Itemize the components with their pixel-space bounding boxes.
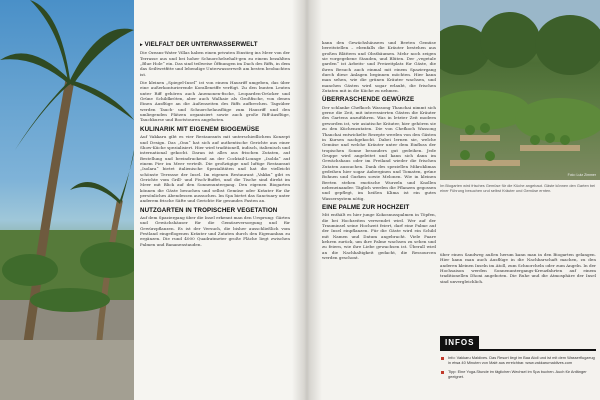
heading-text: VIELFALT DER UNTERWASSERWELT [144, 41, 258, 48]
section-heading: ÜBERRASCHENDE GEWÜRZE [322, 96, 415, 104]
paragraph: Mit enthält es hier junge Kokosnusspalmen in Töpfen, die bei Hochzeiten verwendet wird. Wer auf der Trauminsel seine Hochzeit feiert, darf eine Palme auf der Insel einpflanzen. Für die Gäste wird ein Schild mit Namen und Datum angebracht. Viele Paare kehren zurück, um ihre Palme wachsen zu sehen und zu feiern, wie ihre Liebe gewachsen ist. Überall wird an die Nachhaltigkeit gedacht, die Ressourcen werden geschont. [322, 212, 436, 261]
triangle-bullet-icon: ▸ [140, 42, 143, 48]
photo-credit: Foto: Lutz Zimmer [567, 173, 596, 177]
photo-caption: Im Biogarten wird frisches Gemüse für die Küche angebaut. Gäste können den Garten bei einer Führung besuchen und selbst Kräuter und Gemüse ernten. [440, 183, 596, 193]
infos-title: INFOS [440, 336, 479, 349]
info-item: Tipp: Eine Yoga-Stunde im täglichen Wechsel im Spa buchen. Auch für Anfänger geeignet. [440, 369, 596, 379]
paragraph: über einen Sandweg außen herum kann man in den Biogarten gelangen. Hier kann man auch Ausflüge in die Nachbarschaft machen, zu den anderen kleinen Inseln im Atoll, zum Schnorcheln oder zum Angeln. In der Hochsaison werden Sonnenuntergangs-Kreuzfahrten auf einem traditionellen Dhoni angeboten. Die Ruhe und die Atmosphäre der Insel sind unvergleichlich. [440, 252, 596, 284]
section-heading: KULINARIK MIT EIGENEM BIOGEMÜSE [140, 125, 260, 133]
paragraph: Auf Vakkaru gibt es vier Restaurants mit unterschiedlichem Konzept und Design. Das „Onu“ hat sich auf authentische Gerichte aus einer Show-Küche spezialisiert. Hier wird traditionell, indisch, italienisch und international gekocht. Daran ist alles aus frischen Zutaten, auf Bestellung und beeindruckend an der Cocktail-Lounge „Isolda“ auf einem Pier im Meer verteilt. Die großzügige und luftige Restaurant „Isolara“ bietet italienische Spezialitäten und hat die vielleicht schönste Terrasse der Insel. Im eigenen Restaurant „Vakku“ gibt es Gerichte vom Grill- und Fisch-Buffet, und die Tische sind direkt im Meer mit Blick auf den Sonnenuntergang. Den eigenen Biogarten können die Gäste besuchen und selbst Gemüse oder Kräuter für ihr persönliches Abendessen aussuchen. Im Spa bietet das Sanctuary unter anderem frische Säfte und Gerichte für gesundes Fasten an. [140, 134, 290, 204]
paragraph: Die Ozeans-Water Villas haben einen privaten Einstieg ins Meer von der Terrasse aus und bei hoher Schnorchelsehalt-gen zu einem bezahlten „Blue Hole“ ein. Das sind teilweise Öffnungen im Dach des Riffs, in dem das Seiltwetfitte und lebendige Unterwasserwelt am besten beobachten ist. [140, 50, 290, 77]
info-item: Info: Vakkaru Maldives. Das Resort liegt im Baa Atoll und ist mit dem Wasserflugzeug in etwa 40 Minuten von Malé aus erreichbar. www.vakkarumaldives.com [440, 355, 596, 365]
right-page [322, 0, 440, 400]
garden-illustration [440, 0, 600, 180]
left-text-column [140, 0, 290, 400]
left-page [134, 0, 296, 400]
garden-photo [440, 0, 600, 180]
paragraph: Der schlanke Chefkoch Wassong Thanchai nimmt sich gerne die Zeit, mit interessierten Gästen die Kräuter des Gartens anzuführen. Was in letzter Zeit modern geworden ist, wie asiatische Kräuter, hier gehören sie zu den Küchenzutaten. Die von Chefkoch Wassong Thanchai entwickelte Rezepte werden von den Gästen in Kursen nachgekocht. Dabei lernen sie, welche Gemüse und welche Kräuter unter dem Einfluss der tropischen Sonne besonders gut gedeihen. Jede Gruppe wird angeleitet und kann sich dann im Gewächshaus oder im Freiland wieder die frischen Zutaten aussuchen. Dank des speziellen Mikroklimas gedeihen hier sogar Auberginen und Tomaten, grüne Bohnen und Gurken sowie Melonen. Wie in kleinen Beeten stehen exotische Wurzeln und Knollen nebeneinander. Täglich werden die Pflanzen gegossen und gepflegt, im heißen Klima ist ein gutes Wassersystem nötig. [322, 104, 436, 201]
right-text-column-2 [440, 252, 596, 287]
paragraph: Auf dem Spaziergang über die Insel erkennt man den Ursprung: Gärten und Gewächshäuser für die Gemüseversorgung und für Gewürzpflanzen. Es ist der Versuch, die bisher ausschließlich vom Festland eingeflogenen Kräuter und Zutaten durch den Eigenanbau zu ergänzen. Die rund 4000 Quadratmeter große Fläche liegt zwischen Palmen und Bananenstauden. [140, 214, 290, 247]
section-heading: NUTZGARTEN IN TROPISCHER VEGETATION [140, 206, 278, 214]
infos-box [440, 330, 596, 383]
palm-tree-photo [0, 0, 134, 400]
paragraph: kann den Gewächshäusern und Beeten Gemüse bereitstellen – ebenfalls die Kräuter bestehen aus großen Blättern und Obstbäumen. Mehr noch zeigen sie vorgegebene Stauden, und Blüten. Der „vegetale garden“ ist Arbeits- und Freizeitplatz für Gäste, die ihren Besuch auch einmal mit einem Spaziergang durch diese Anlagen beginnen möchten. Hier kann man sehen, wie die grünen Kräuter wachsen, und manchen Gästen wird sogar erlaubt, die frischen Zutaten mit in die Küche zu nehmen. [322, 40, 436, 94]
palm-illustration [0, 0, 134, 400]
section-heading: EINE PALME ZUR HOCHZEIT [322, 203, 410, 211]
right-text-column [322, 0, 436, 400]
page-gutter [292, 0, 322, 400]
section-heading [140, 42, 290, 48]
paragraph: Die kleinen „Spiegel-Insel“ ist von einem Hausriff umgeben, das über eine außerkonturierende Korallenriffe verfügt. Zu den bunten Leuten unter Riff gehören auch Anemonen-fische, Leoparden-Drücker und Grüne Schildkröten, aber auch Walhaie als Großfische, von denen Einen Ausflüge an die Außenseiten des Riffs aufbrechen. Tagsüber werden Tauch- und Schnorchelausflüge zum Hausriff und den umliegenden Plätzen organisiert sowie auch große Riff-Ausflüge, Tauchkurse und Bootstouren angeboten. [140, 80, 290, 123]
infos-body [440, 349, 596, 379]
